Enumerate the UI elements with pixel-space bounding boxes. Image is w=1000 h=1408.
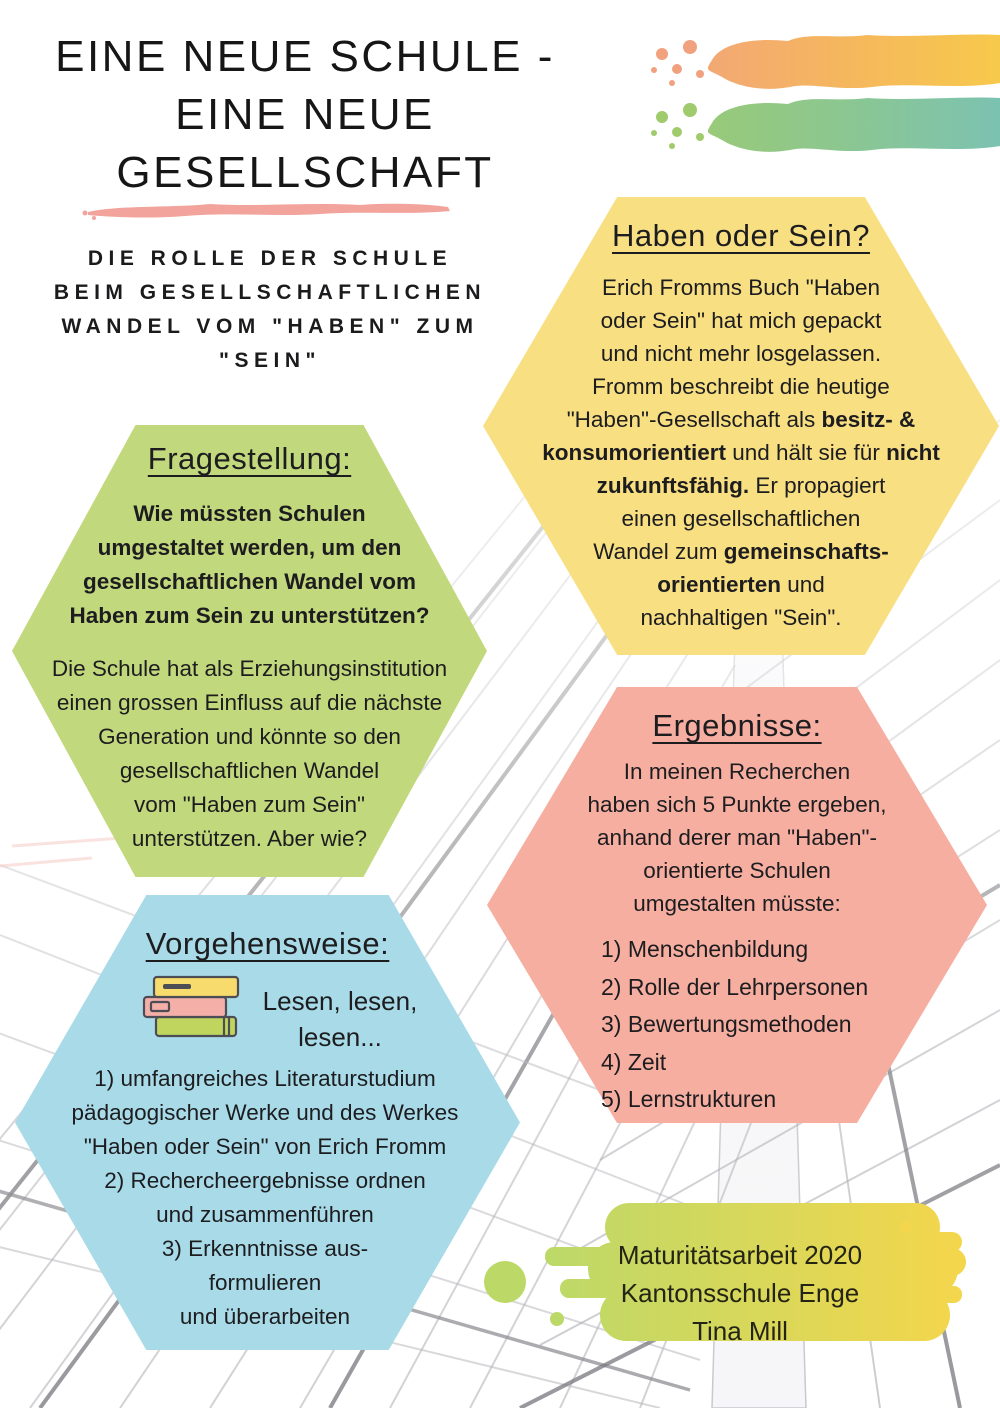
green-dot-large	[484, 1261, 526, 1303]
heading-haben-oder-sein: Haben oder Sein?	[612, 218, 870, 253]
brush-strokes-decoration	[640, 20, 1000, 155]
heading-fragestellung: Fragestellung:	[147, 441, 352, 476]
yellow-dot-large	[938, 1248, 966, 1276]
poster-title: EINE NEUE SCHULE - EINE NEUE GESELLSCHAFT	[55, 32, 555, 197]
books-stack-icon	[142, 975, 242, 1039]
heading-ergebnisse: Ergebnisse:	[652, 708, 822, 743]
text-fragestellung-question: Wie müssten Schulen umgestaltet werden, um den gesellschaftlichen Wandel vom Haben zum Sein zu unterstützen?	[69, 501, 430, 628]
text-vorgehensweise-steps: 1) umfangreiches Literaturstudium pädagogischer Werke und des Werkes "Haben oder Sein" von Erich Fromm 2) Rechercheergebnisse ordnen und zusammenführen 3) Erkenntnisse aus- formulieren und überarbeiten	[71, 1066, 459, 1329]
brush-top-orange	[651, 35, 1000, 89]
title-underline-brush	[80, 198, 455, 222]
heading-vorgehensweise: Vorgehensweise:	[145, 926, 390, 961]
text-lesen-lesen-lesen: Lesen, lesen, lesen...	[262, 986, 418, 1052]
green-dot-small	[550, 1312, 564, 1326]
text-fragestellung-body: Die Schule hat als Erziehungsinstitution einen grossen Einfluss auf die nächste Generation und könnte so den gesellschaftlichen Wandel vom "Haben zum Sein" unterstützen. Aber wie?	[51, 656, 448, 851]
list-ergebnisse-punkte: 1) Menschenbildung 2) Rolle der Lehrpersonen 3) Bewertungsmethoden 4) Zeit 5) Lernstrukturen	[601, 936, 869, 1112]
poster-subtitle: DIE ROLLE DER SCHULE BEIM GESELLSCHAFTLICHEN WANDEL VOM "HABEN" ZUM "SEIN"	[53, 247, 487, 372]
text-haben-oder-sein: Erich Fromms Buch "Haben oder Sein" hat mich gepackt und nicht mehr losgelassen. Fromm beschreibt die heutige "Haben"-Gesellschaft als besitz- & konsumorientiert und hält sie für nicht zukunftsfähig. Er propagiert einen gesellschaftlichen Wandel zum gemeinschafts- orientierten und nachhaltigen "Sein".	[542, 275, 940, 630]
brush-bottom-green	[651, 98, 1000, 152]
yellow-dot-small	[900, 1221, 912, 1233]
credits-text: Maturitätsarbeit 2020 Kantonsschule Enge Tina Mill	[617, 1240, 863, 1346]
text-ergebnisse-intro: In meinen Recherchen haben sich 5 Punkte ergeben, anhand derer man "Haben"- orientierte Schulen umgestalten müsste:	[587, 759, 887, 916]
